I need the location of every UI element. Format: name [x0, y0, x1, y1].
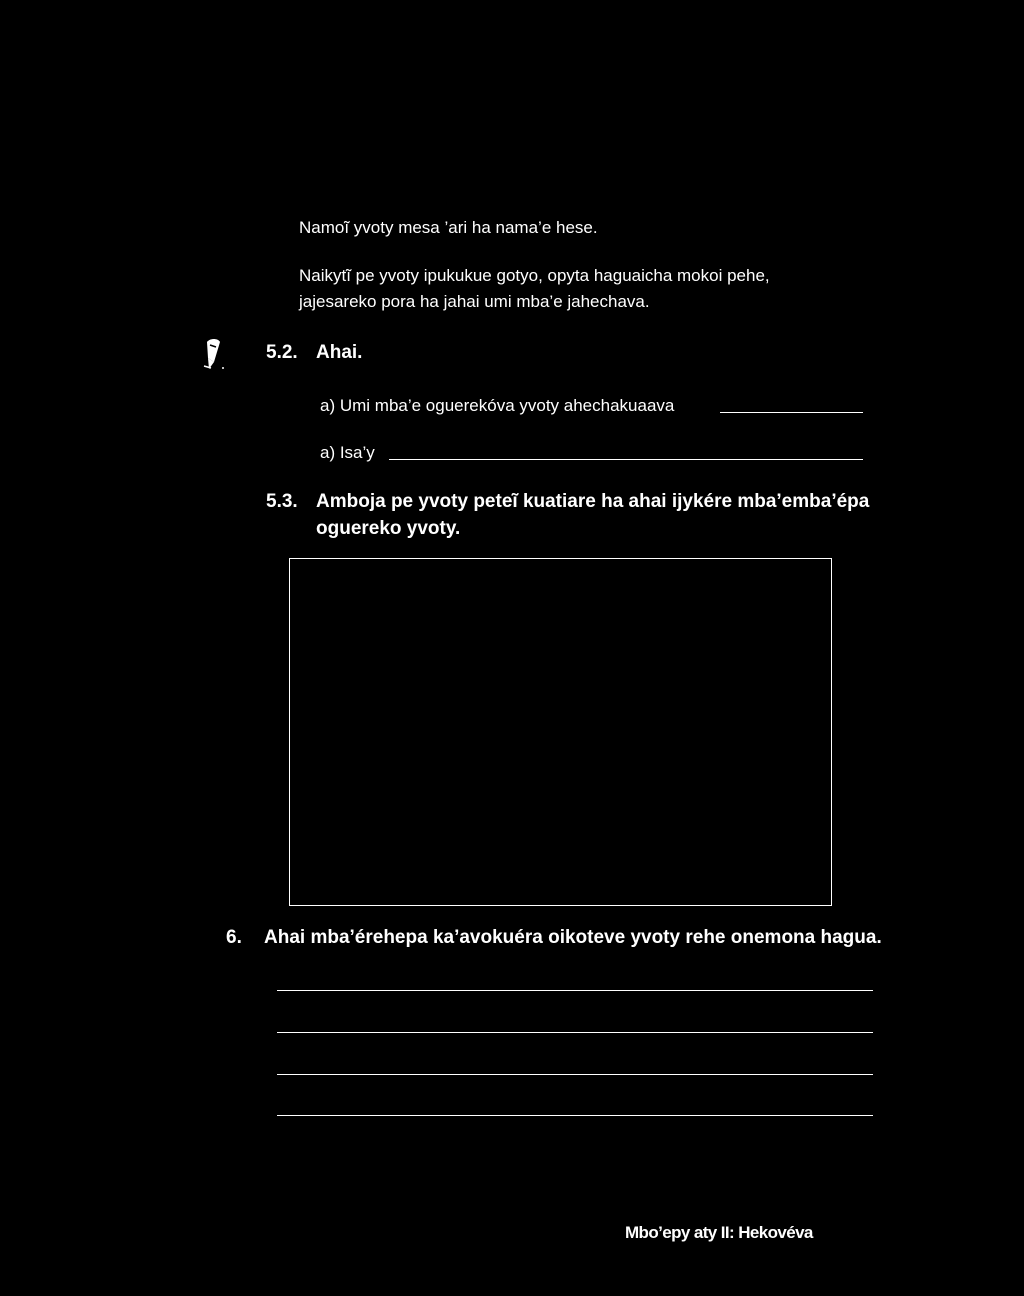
drawing-box[interactable]	[289, 558, 832, 906]
answer-line-6-3[interactable]	[277, 1074, 873, 1075]
instruction-line-2: Naikytĩ pe yvoty ipukukue gotyo, opyta haguaicha mokoi pehe,	[299, 266, 770, 285]
answer-line-5-2-b[interactable]	[389, 459, 863, 460]
answer-line-6-2[interactable]	[277, 1032, 873, 1033]
question-5-3-number: 5.3.	[266, 491, 298, 512]
answer-line-6-4[interactable]	[277, 1115, 873, 1116]
question-6-title: Ahai mba’érehepa ka’avokuéra oikoteve yvoty rehe onemona hagua.	[264, 927, 882, 948]
page-footer: Mbo’epy aty II: Hekovéva	[625, 1223, 813, 1242]
question-6-number: 6.	[226, 927, 242, 948]
answer-line-5-2-a[interactable]	[720, 412, 863, 413]
instruction-line-1: Namoĩ yvoty mesa ’ari ha nama’e hese.	[299, 218, 598, 237]
pencil-icon	[198, 336, 228, 372]
answer-line-6-1[interactable]	[277, 990, 873, 991]
question-5-3-title-line-2: oguereko yvoty.	[316, 518, 461, 539]
question-5-2-item-a: a) Umi mba’e oguerekóva yvoty ahechakuaava	[320, 396, 675, 415]
question-5-2-title: Ahai.	[316, 342, 363, 363]
instruction-line-3: jajesareko pora ha jahai umi mba’e jahechava.	[299, 292, 650, 311]
question-5-2-number: 5.2.	[266, 342, 298, 363]
question-5-3-title-line-1: Amboja pe yvoty peteĩ kuatiare ha ahai ijykére mba’emba’épa	[316, 491, 870, 512]
question-5-2-item-b: a) Isa’y	[320, 443, 375, 462]
